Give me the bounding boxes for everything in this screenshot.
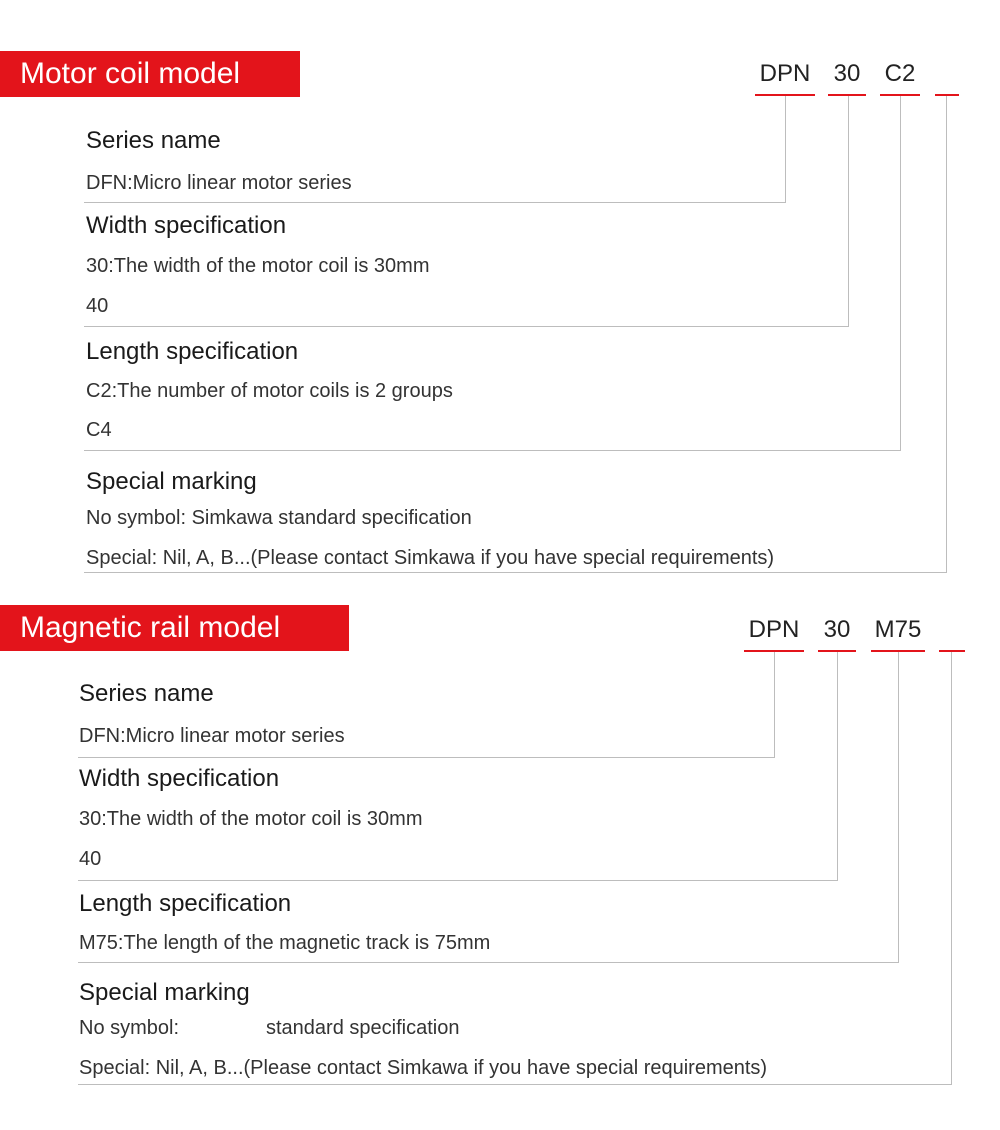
motor-coil-code-underline-width — [828, 94, 866, 96]
motor-coil-title: Motor coil model — [0, 51, 300, 97]
magnetic-rail-length-heading: Length specification — [79, 890, 292, 917]
magnetic-rail-divider-special — [78, 1084, 952, 1085]
magnetic-rail-special-line1-label: No symbol: — [79, 1017, 180, 1039]
motor-coil-length-heading: Length specification — [86, 338, 299, 365]
motor-coil-code-underline-special — [935, 94, 959, 96]
magnetic-rail-connector-special — [951, 652, 952, 1084]
motor-coil-special-heading: Special marking — [86, 468, 257, 495]
motor-coil-special-line1: No symbol: Simkawa standard specification — [86, 507, 472, 529]
magnetic-rail-code-width: 30 — [823, 616, 851, 643]
motor-coil-divider-series — [84, 202, 786, 203]
motor-coil-length-line1: C2:The number of motor coils is 2 groups — [86, 380, 453, 402]
magnetic-rail-special-line1-value: standard specification — [266, 1017, 460, 1039]
motor-coil-code-length: C2 — [884, 60, 916, 87]
magnetic-rail-connector-length — [898, 652, 899, 962]
motor-coil-special-line2: Special: Nil, A, B...(Please contact Simkawa if you have special requirements) — [86, 547, 775, 569]
motor-coil-connector-special — [946, 96, 947, 572]
motor-coil-series-desc: DFN:Micro linear motor series — [86, 172, 352, 194]
magnetic-rail-divider-length — [78, 962, 899, 963]
magnetic-rail-special-heading: Special marking — [79, 979, 250, 1006]
motor-coil-width-heading: Width specification — [86, 212, 287, 239]
motor-coil-series-heading: Series name — [86, 127, 221, 154]
motor-coil-connector-series — [785, 96, 786, 202]
motor-coil-connector-length — [900, 96, 901, 450]
motor-coil-divider-special — [84, 572, 947, 573]
magnetic-rail-connector-width — [837, 652, 838, 880]
magnetic-rail-divider-series — [78, 757, 775, 758]
motor-coil-width-line2: 40 — [86, 295, 109, 317]
motor-coil-width-line1: 30:The width of the motor coil is 30mm — [86, 255, 430, 277]
magnetic-rail-special-line2: Special: Nil, A, B...(Please contact Simkawa if you have special requirements) — [79, 1057, 768, 1079]
motor-coil-divider-length — [84, 450, 901, 451]
motor-coil-connector-width — [848, 96, 849, 326]
motor-coil-length-line2: C4 — [86, 419, 112, 441]
motor-coil-code-series: DPN — [759, 60, 811, 87]
motor-coil-divider-width — [84, 326, 849, 327]
magnetic-rail-connector-series — [774, 652, 775, 757]
magnetic-rail-code-underline-special — [939, 650, 965, 652]
magnetic-rail-code-length: M75 — [874, 616, 922, 643]
magnetic-rail-code-series: DPN — [748, 616, 800, 643]
magnetic-rail-length-line1: M75:The length of the magnetic track is 75mm — [79, 932, 491, 954]
magnetic-rail-width-line1: 30:The width of the motor coil is 30mm — [79, 808, 423, 830]
magnetic-rail-series-heading: Series name — [79, 680, 214, 707]
magnetic-rail-width-heading: Width specification — [79, 765, 280, 792]
magnetic-rail-title: Magnetic rail model — [0, 605, 349, 651]
motor-coil-code-width: 30 — [833, 60, 861, 87]
magnetic-rail-series-desc: DFN:Micro linear motor series — [79, 725, 345, 747]
magnetic-rail-divider-width — [78, 880, 838, 881]
magnetic-rail-width-line2: 40 — [79, 848, 102, 870]
